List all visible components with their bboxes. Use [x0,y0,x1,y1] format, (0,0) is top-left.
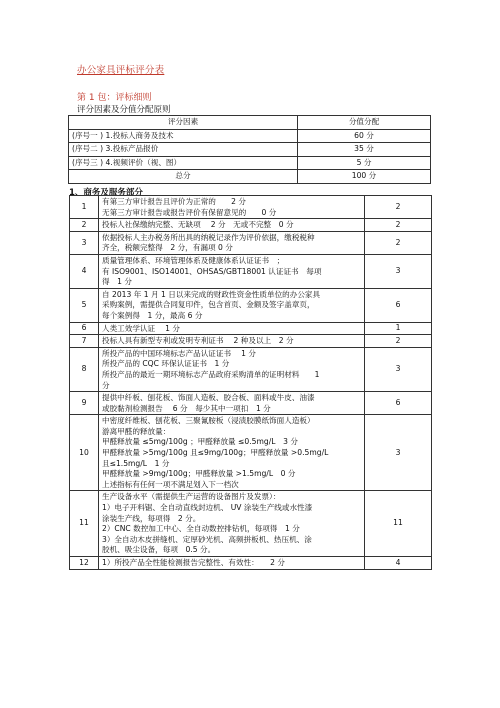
row-criteria [99,335,365,348]
row-points: 2 [365,219,432,232]
allocation-header-factor: 评分因素 [69,116,298,130]
criteria-line: 1）电子开料锯、全自动直线封边机、 UV 涂装生产线或水性漆 [102,503,313,513]
row-criteria [99,231,365,254]
row-points: 2 [365,231,432,254]
row-number: 10 [70,415,99,491]
table-row [70,288,432,322]
principle-heading: 评分因素及分值分配原则 [77,105,171,115]
table-row [70,335,432,348]
row-number: 11 [70,491,99,557]
criteria-line: 质量管理体系、环境管理体系及健康体系认证证书 ； [102,255,285,265]
doc-title: 办公家具评标评分表 [77,65,165,76]
row-number: 3 [70,231,99,254]
row-number: 7 [70,335,99,348]
criteria-line: 投标人具有新型专利或发明专利证书 2 种及以上 2 分 [102,336,294,346]
table-row [70,392,432,415]
row-points: 3 [365,347,432,391]
row-points: 2 [365,335,432,348]
table-row [70,415,432,491]
allocation-row [69,156,431,170]
criteria-line: 中密度纤维板、刨花板、三聚氰胺板（浸渍胶膜纸饰面人造板） [102,416,315,426]
allocation-score: 5 分 [298,156,431,170]
section-title: 1、商务及服务部分 [69,188,143,198]
allocation-total-label: 总分 [69,170,298,184]
criteria-line: 自 2013 年 1 月 1 日以来完成的财政性资金性质单位的办公家具 [102,289,321,299]
criteria-line: 得 1 分 [102,277,133,287]
row-criteria [99,557,365,570]
table-row [70,219,432,232]
criteria-line: 依据投标人主办税务所出具的纳税记录作为评价依据，缴税税种 [102,232,315,242]
criteria-line: 涂装生产线，每项得 2 分。 [102,513,201,523]
criteria-line: 有第三方审计报告且评价为正常的 2 分 [102,197,246,206]
row-criteria [99,254,365,288]
allocation-row [69,143,431,157]
criteria-line: 每个案例得 1 分，最高 6 分 [102,310,203,320]
row-criteria [99,347,365,391]
row-points: 3 [365,254,432,288]
criteria-line: 提供中纤板、刨花板、饰面人造板、胶合板、面料或牛皮、油漆 [102,393,315,403]
row-points: 11 [365,491,432,557]
allocation-factor: (序号一 ) 1.投标人商务及技术 [69,129,298,143]
row-criteria [99,392,365,415]
scoring-table [69,195,432,570]
row-points: 4 [365,557,432,570]
criteria-line: 所投产品的中国环境标志产品认证证书 1 分 [102,348,256,358]
row-number: 9 [70,392,99,415]
criteria-line: 所投产品的 CQC 环保认证证书 1 分 [102,359,230,369]
criteria-line: 上述指标有任何一项不满足划入下一档次 [102,479,239,489]
allocation-total-row [69,170,431,184]
criteria-line: 分 [102,380,110,390]
criteria-line: 2）CNC 数控加工中心、全自动数控排钻机，每项得 1 分 [102,524,300,534]
package-heading: 第 1 包：评标细则 [77,93,152,103]
criteria-line: 无第三方审计报告或报告评价有保留意见的 0 分 [102,207,277,217]
criteria-line: 1）所投产品全性能检测报告完整性、有效性： 2 分 [102,558,285,567]
table-row [70,254,432,288]
table-row [70,196,432,219]
criteria-line: 投标人社保缴纳完整、无缺项 2 分 无或不完整 0 分 [102,220,294,230]
row-number: 12 [70,557,99,570]
table-row [70,347,432,391]
table-row [70,491,432,557]
allocation-table [68,115,431,184]
allocation-row [69,129,431,143]
row-number: 2 [70,219,99,232]
criteria-line: 且≤1.5mg/L 1 分 [102,458,170,468]
row-criteria [99,288,365,322]
allocation-score: 60 分 [298,129,431,143]
criteria-line: 游离甲醛的释放量： [102,426,171,436]
row-criteria [99,196,365,219]
criteria-line: 有 ISO9001、ISO14001、OHSAS/GBT18001 认证证书 每项 [102,266,322,276]
criteria-line: 或胶黏剂检测报告 6 分 每少其中一项扣 1 分 [102,403,271,413]
row-points: 6 [365,392,432,415]
allocation-header-row [69,116,431,130]
allocation-header-score: 分值分配 [298,116,431,130]
row-points: 2 [365,196,432,219]
row-points: 3 [365,415,432,491]
criteria-line: 甲醛释放量 >5mg/100g 且≤9mg/100g；甲醛释放量 >0.5mg/L [102,448,329,458]
row-points: 6 [365,288,432,322]
criteria-line: 所投产品的最近一期环境标志产品政府采购清单的证明材料 1 [102,369,320,379]
allocation-score: 35 分 [298,143,431,157]
table-row [70,322,432,335]
row-number: 5 [70,288,99,322]
row-number: 4 [70,254,99,288]
criteria-line: 3）全自动木皮拼缝机、定厚砂光机、高频拼板机、热压机、涂 [102,534,312,544]
allocation-factor: (序号三 ) 4.视频评价（视、图） [69,156,298,170]
criteria-line: 采购案例，需提供合同复印件，包含首页、金额及签字盖章页， [102,300,315,310]
criteria-line: 生产设备水平（需提供生产运营的设备图片及发票）： [102,492,281,502]
row-criteria [99,219,365,232]
row-points: 1 [365,322,432,335]
criteria-line: 甲醛释放量 ≤5mg/100g ；甲醛释放量 ≤0.5mg/L 3 分 [102,437,298,447]
row-number: 6 [70,322,99,335]
allocation-total-score: 100 分 [298,170,431,184]
criteria-line: 人类工效学认证 1 分 [102,323,181,333]
row-number: 8 [70,347,99,391]
row-criteria [99,322,365,335]
row-criteria [99,415,365,491]
table-row [70,557,432,570]
criteria-line: 齐全，税额完整得 2 分，有漏项 0 分 [102,243,233,253]
criteria-line: 胶机、吸尘设备，每项 0.5 分。 [102,545,216,555]
allocation-factor: (序号二 ) 3.投标产品报价 [69,143,298,157]
criteria-line: 甲醛释放量 >9mg/100g；甲醛释放量 >1.5mg/L 0 分 [102,469,296,479]
row-number: 1 [70,196,99,219]
row-criteria [99,491,365,557]
table-row [70,231,432,254]
